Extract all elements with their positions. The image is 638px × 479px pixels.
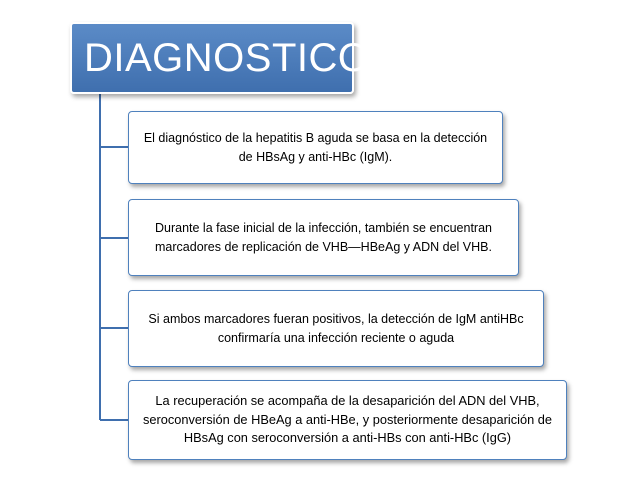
diagram-node-positive-markers xyxy=(128,290,544,367)
diagram-node-text: Durante la fase inicial de la infección, también se encuentran marcadores de replicación de VHB—HBeAg y ADN del VHB. xyxy=(154,221,492,254)
diagram-node-recovery xyxy=(128,380,567,460)
diagram-node-diagnosis xyxy=(128,111,503,184)
diagram-node-text: El diagnóstico de la hepatitis B aguda se basa en la detección de HBsAg y anti-HBc (IgM). xyxy=(143,131,488,164)
diagram-node-text: La recuperación se acompaña de la desaparición del ADN del VHB, seroconversión de HBeAg a anti-HBe, y posteriormente desaparición de HBsAg con seroconversión a anti-HBs con anti-HBc (IgG) xyxy=(142,393,552,446)
diagram-node-text: Si ambos marcadores fueran positivos, la detección de IgM antiHBc confirmaría una infección reciente o aguda xyxy=(148,312,524,345)
diagram-node-initial-phase xyxy=(128,199,519,276)
diagram-title-text: DIAGNOSTICO xyxy=(84,35,370,80)
diagram-title xyxy=(70,22,370,94)
